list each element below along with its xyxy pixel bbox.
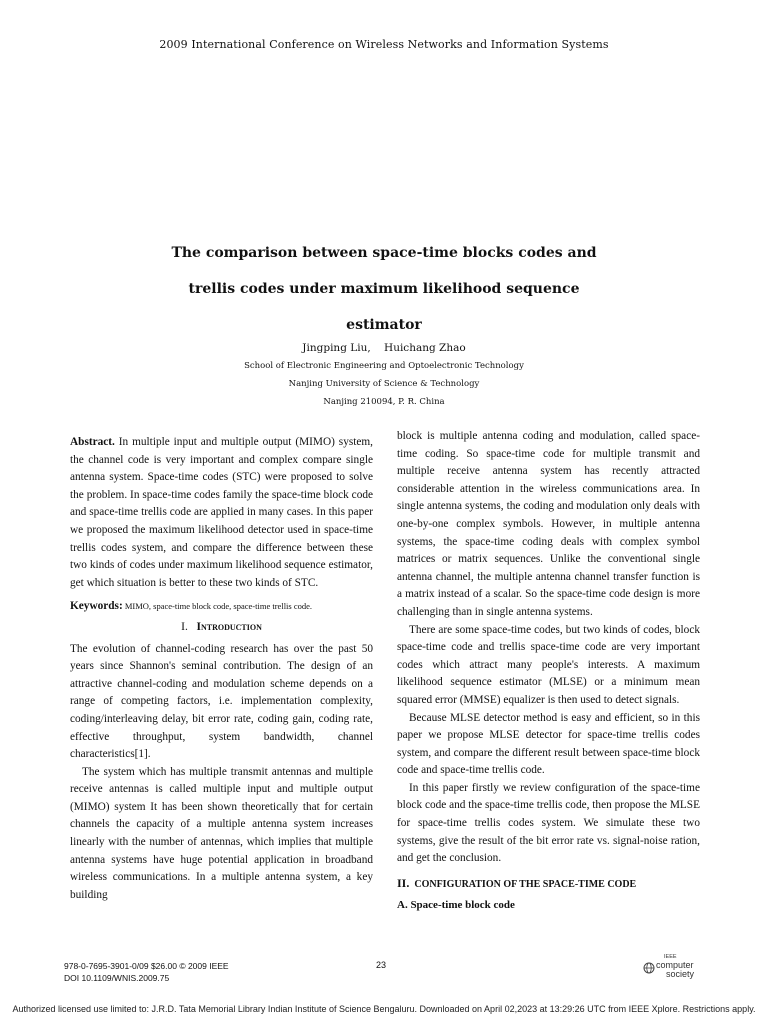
authors: Jingping Liu, Huichang Zhao: [302, 342, 466, 354]
keywords-text: MIMO, space-time block code, space-time trellis code.: [122, 601, 313, 612]
section-title: CONFIGURATION OF THE SPACE-TIME CODE: [414, 878, 637, 890]
right-column: [397, 428, 700, 915]
paragraph: There are some space-time codes, but two kinds of codes, block space-time code and trellis space-time code are very important codes which attract many people's interests. A maximum likelihood sequence estimator (MLSE) or a minimum mean squared error (MMSE) equalizer is then used to detect signals.: [397, 623, 700, 706]
paper-title-line-1: The comparison between space-time blocks codes and: [171, 245, 597, 261]
conference-header: 2009 International Conference on Wireless Networks and Information Systems: [159, 38, 609, 51]
affiliation-school: School of Electronic Engineering and Optoelectronic Technology: [244, 361, 524, 371]
logo-text-computer: computer: [656, 960, 694, 970]
section-number: II.: [397, 875, 410, 890]
section-heading-introduction: [70, 619, 373, 637]
paragraph: Because MLSE detector method is easy and efficient, so in this paper we propose MLSE detector for space-time trellis codes system, and compare the different result between space-time block code and space-time trellis code.: [397, 711, 700, 777]
footer-left: [64, 960, 229, 984]
abstract-text: In multiple input and multiple output (MIMO) system, the channel code is very important and complex compare single antenna system. Space-time codes (STC) were proposed to solve the problem. In space-time codes family the space-time block code and space-time trellis code are applied in many cases. In this paper we proposed the maximum likelihood detector used in space-time trellis codes system, and compare the difference between these two kinds of codes under maximum likelihood sequence estimator, get which situation is better to these two kinds of STC.: [70, 436, 373, 589]
ieee-computer-society-logo: [640, 954, 720, 980]
keywords-label: Keywords:: [70, 600, 123, 613]
section-heading-configuration: [397, 875, 700, 894]
page-number: 23: [376, 960, 387, 970]
affiliation-address: Nanjing 210094, P. R. China: [323, 397, 445, 407]
paper-title-line-2: trellis codes under maximum likelihood sequence: [188, 281, 580, 297]
abstract: [70, 434, 373, 592]
left-column: [70, 434, 373, 904]
footer-doi: DOI 10.1109/WNIS.2009.75: [64, 973, 170, 983]
footer-isbn: 978-0-7695-3901-0/09 $26.00 © 2009 IEEE: [64, 961, 229, 971]
paragraph: The system which has multiple transmit antennas and multiple receive antennas is called multiple input and multiple output (MIMO) system It has been shown theoretically that for certain channels the capacity of a multiple antenna system increases linearly with the number of antennas, which implies that multiple antenna systems have huge potential application in broadband wireless communications. In a multiple antenna system, a key building: [70, 765, 373, 901]
paragraph: block is multiple antenna coding and modulation, called space-time coding. So space-time code for multiple transmit and multiple receive antenna system has recently attracted considerable attention in the wireless communications area. In single antenna systems, the coding and modulation only deals with one-by-one complex symbols. However, in multiple antenna systems, the space-time coding deals with complex symbol matrices or matrix sequences. Unlike the conventional single antenna channel, the multiple antenna channel transfer function is a matrix instead of a scalar. So the space-time code design is more challenging than in single antenna systems.: [397, 430, 700, 618]
affiliation-university: Nanjing University of Science & Technology: [288, 379, 480, 389]
section-title: Introduction: [196, 620, 262, 633]
section-number: I.: [181, 620, 188, 633]
logo-text-ieee: IEEE: [664, 954, 677, 960]
globe-icon: [642, 962, 656, 974]
authorization-notice: Authorized licensed use limited to: J.R.D. Tata Memorial Library Indian Institute of Science Bengaluru. Downloaded on April 02,2023 at 13:29:26 UTC from IEEE Xplore. Restrictions apply.: [12, 1004, 756, 1014]
keywords: [70, 598, 373, 616]
paper-title-line-3: estimator: [346, 317, 422, 333]
paragraph: The evolution of channel-coding research has over the past 50 years since Shannon's seminal contribution. The design of an attractive channel-coding and modulation scheme depends on a range of competing factors, i.e. implementation complexity, coding/interleaving delay, bit error rate, coding gain, coding rate, effective throughput, system bandwidth, channel characteristics[1].: [70, 642, 373, 761]
paragraph: In this paper firstly we review configuration of the space-time block code and the space-time trellis code, then propose the MLSE for space-time trellis codes system. We simulate these two systems, give the result of the bit error rate vs. signal-noise ration, and get the conclusion.: [397, 781, 700, 865]
logo-text-society: society: [666, 969, 695, 979]
abstract-label: Abstract.: [70, 436, 115, 448]
subsection-heading: A. Space-time block code: [397, 899, 515, 912]
